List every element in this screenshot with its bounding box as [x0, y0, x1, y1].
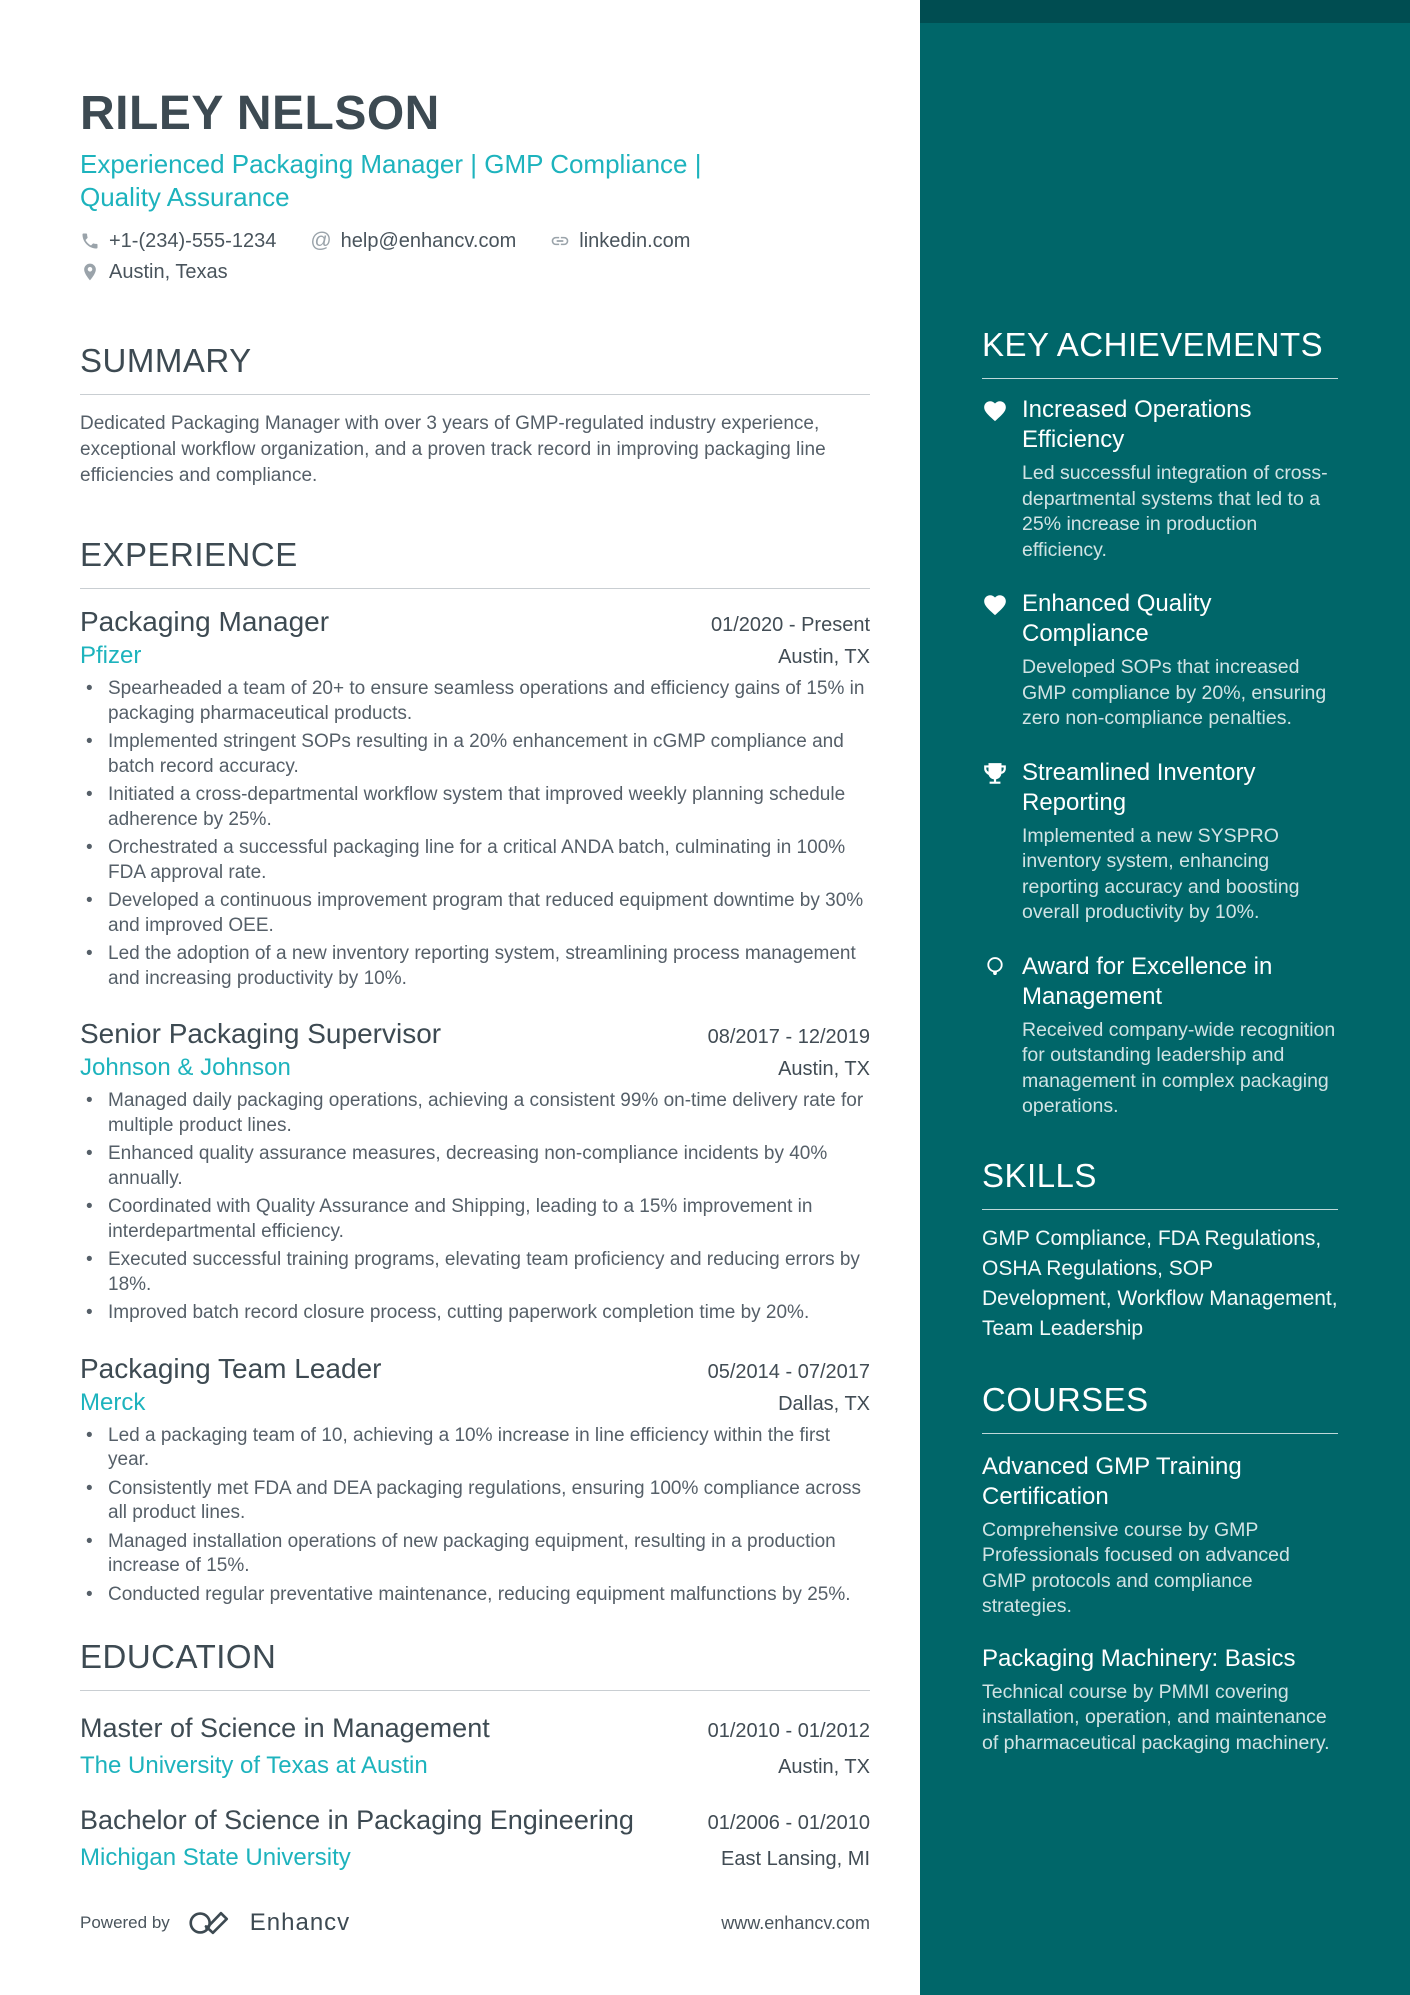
- trophy-icon: [982, 758, 1022, 926]
- education-location: Austin, TX: [778, 1756, 870, 1778]
- achievement-description: Led successful integration of cross-departmental systems that led to a 25% increase in production efficiency.: [1022, 462, 1328, 561]
- school-row: [80, 1751, 870, 1781]
- experience-entry: [80, 1352, 870, 1608]
- achievement-title: Increased Operations Efficiency: [1022, 396, 1252, 453]
- job-bullet: • Developed a continuous improvement program that reduced equipment downtime by 30% and improved OEE.: [80, 889, 870, 938]
- identity-header: [80, 88, 870, 285]
- skills-list-text: GMP Compliance, FDA Regulations, OSHA Regulations, SOP Development, Workflow Management, Team Leadership: [982, 1226, 1338, 1340]
- candidate-headline: Experienced Packaging Manager | GMP Compliance | Quality Assurance: [80, 149, 702, 212]
- job-title: Packaging Manager: [80, 606, 330, 637]
- job-bullets: [80, 677, 870, 991]
- summary-text: Dedicated Packaging Manager with over 3 years of GMP-regulated industry experience, exceptional workflow organization, and a proven track record in improving packaging line efficiencies and compliance.: [80, 413, 826, 486]
- contact-text: +1-(234)-555-1234: [109, 230, 277, 252]
- powered-by-label: Powered by: [80, 1913, 170, 1932]
- education-list: [80, 1711, 870, 1873]
- courses-heading: COURSES: [982, 1380, 1338, 1434]
- link-icon: [550, 231, 570, 251]
- course-title: Packaging Machinery: Basics: [982, 1644, 1296, 1672]
- achievement-title: Award for Excellence in Management: [1022, 952, 1273, 1010]
- job-title-row: [80, 605, 870, 639]
- experience-list: [80, 605, 870, 1607]
- job-company-row: [80, 1388, 870, 1418]
- job-company-row: [80, 1053, 870, 1083]
- job-bullet: • Consistently met FDA and DEA packaging regulations, ensuring 100% compliance across all product lines.: [80, 1477, 870, 1526]
- course-entry: [982, 1644, 1338, 1757]
- degree-row: [80, 1803, 870, 1837]
- job-bullet: • Managed installation operations of new packaging equipment, resulting in a production increase of 15%.: [80, 1530, 870, 1579]
- skills-heading: SKILLS: [982, 1156, 1338, 1210]
- job-bullet: • Coordinated with Quality Assurance and Shipping, leading to a 15% improvement in interdepartmental efficiency.: [80, 1195, 870, 1244]
- achievement-body: [1022, 952, 1338, 1120]
- key-achievements-list: [982, 395, 1338, 1120]
- key-achievements-section: [982, 325, 1338, 1120]
- contact-row: [80, 259, 870, 285]
- job-bullet: • Executed successful training programs, elevating team proficiency and reducing errors by 18%.: [80, 1248, 870, 1297]
- candidate-name: RILEY NELSON: [80, 87, 440, 140]
- location-icon: [80, 262, 100, 282]
- job-bullet: • Enhanced quality assurance measures, decreasing non-compliance incidents by 40% annually.: [80, 1142, 870, 1191]
- job-dates: 05/2014 - 07/2017: [707, 1360, 870, 1383]
- job-bullet: • Orchestrated a successful packaging line for a critical ANDA batch, culminating in 100% FDA approval rate.: [80, 836, 870, 885]
- heart-icon: [982, 395, 1022, 563]
- degree-name: Bachelor of Science in Packaging Engineering: [80, 1805, 634, 1835]
- achievement-body: [1022, 758, 1338, 926]
- course-entry: [982, 1452, 1338, 1620]
- education-section: [80, 1637, 870, 1873]
- contact-item[interactable]: [310, 228, 516, 254]
- footer-branding: [80, 1908, 350, 1938]
- contact-text: Austin, Texas: [109, 261, 228, 283]
- page-footer: [80, 1908, 870, 1938]
- experience-entry: [80, 605, 870, 991]
- course-title: Advanced GMP Training Certification: [982, 1452, 1242, 1510]
- job-title: Packaging Team Leader: [80, 1352, 382, 1384]
- contact-text: linkedin.com: [579, 230, 691, 252]
- contact-item[interactable]: [80, 259, 228, 285]
- job-bullet: • Managed daily packaging operations, achieving a consistent 99% on-time delivery rate for multiple product lines.: [80, 1089, 870, 1138]
- achievement-description: Implemented a new SYSPRO inventory system, enhancing reporting accuracy and boosting overall productivity by 10%.: [1022, 824, 1300, 923]
- contact-item[interactable]: [80, 228, 276, 254]
- sidebar: [920, 0, 1410, 1995]
- experience-entry: [80, 1017, 870, 1326]
- achievement-title: Streamlined Inventory Reporting: [1022, 758, 1256, 816]
- job-bullet: • Initiated a cross-departmental workflow system that improved weekly planning schedule adherence by 25%.: [80, 783, 870, 832]
- job-location: Dallas, TX: [778, 1392, 870, 1415]
- job-location: Austin, TX: [778, 1058, 870, 1080]
- skills-section: [982, 1156, 1338, 1344]
- job-bullet: • Improved batch record closure process, cutting paperwork completion time by 20%.: [80, 1301, 870, 1326]
- summary-section: [80, 341, 870, 489]
- job-bullet: • Implemented stringent SOPs resulting in a 20% enhancement in cGMP compliance and batch record accuracy.: [80, 730, 870, 779]
- job-location: Austin, TX: [778, 646, 870, 668]
- education-location: East Lansing, MI: [721, 1848, 870, 1870]
- courses-list: [982, 1452, 1338, 1757]
- achievement-description: Received company-wide recognition for outstanding leadership and management in complex packaging operations.: [1022, 1018, 1336, 1117]
- experience-heading: EXPERIENCE: [80, 535, 870, 589]
- courses-section: [982, 1380, 1338, 1757]
- achievement-title: Enhanced Quality Compliance: [1022, 590, 1212, 647]
- achievement-item: [982, 952, 1338, 1120]
- contact-item[interactable]: [550, 228, 690, 254]
- contact-row: [80, 228, 870, 254]
- job-bullets: [80, 1424, 870, 1608]
- education-heading: EDUCATION: [80, 1637, 870, 1691]
- achievement-item: [982, 589, 1338, 732]
- key-achievements-heading: KEY ACHIEVEMENTS: [982, 325, 1338, 379]
- sidebar-content: [920, 325, 1410, 1796]
- sidebar-top-strip: [920, 0, 1410, 23]
- achievement-body: [1022, 395, 1338, 563]
- education-entry: [80, 1711, 870, 1781]
- job-bullet: • Conducted regular preventative maintenance, reducing equipment malfunctions by 25%.: [80, 1583, 870, 1608]
- company-name: Johnson & Johnson: [80, 1054, 291, 1081]
- school-row: [80, 1843, 870, 1873]
- experience-section: [80, 535, 870, 1607]
- course-description: Technical course by PMMI covering installation, operation, and maintenance of pharmaceutical packaging machinery.: [982, 1680, 1330, 1754]
- brand-name: Enhancv: [249, 1909, 351, 1936]
- website-link[interactable]: www.enhancv.com: [721, 1912, 870, 1933]
- at-icon: @: [310, 229, 332, 252]
- job-title-row: [80, 1017, 870, 1051]
- achievement-description: Developed SOPs that increased GMP compliance by 20%, ensuring zero non-compliance penalties.: [1022, 656, 1327, 729]
- lightbulb-icon: [982, 952, 1022, 1120]
- company-name: Pfizer: [80, 642, 142, 669]
- education-entry: [80, 1803, 870, 1873]
- education-dates: 01/2006 - 01/2010: [707, 1812, 870, 1834]
- education-dates: 01/2010 - 01/2012: [707, 1720, 870, 1742]
- school-name: The University of Texas at Austin: [80, 1752, 428, 1779]
- job-company-row: [80, 641, 870, 671]
- achievement-item: [982, 395, 1338, 563]
- achievement-item: [982, 758, 1338, 926]
- achievement-body: [1022, 589, 1338, 732]
- course-description: Comprehensive course by GMP Professionals focused on advanced GMP protocols and compliance strategies.: [982, 1518, 1290, 1617]
- job-title-row: [80, 1352, 870, 1386]
- job-bullet: • Led a packaging team of 10, achieving a 10% increase in line efficiency within the first year.: [80, 1424, 870, 1473]
- phone-icon: [80, 231, 100, 251]
- job-title: Senior Packaging Supervisor: [80, 1018, 442, 1049]
- heart-icon: [982, 589, 1022, 732]
- company-name: Merck: [80, 1388, 146, 1416]
- job-dates: 08/2017 - 12/2019: [707, 1026, 870, 1048]
- job-bullet: • Spearheaded a team of 20+ to ensure seamless operations and efficiency gains of 15% in packaging pharmaceutical products.: [80, 677, 870, 726]
- summary-heading: SUMMARY: [80, 341, 870, 395]
- job-bullet: • Led the adoption of a new inventory reporting system, streamlining process management and increasing productivity by 10%.: [80, 942, 870, 991]
- contact-text: help@enhancv.com: [340, 230, 517, 252]
- enhancv-logo-icon: [188, 1908, 232, 1938]
- degree-row: [80, 1711, 870, 1745]
- contact-info: [80, 228, 870, 285]
- job-bullets: [80, 1089, 870, 1326]
- main-column: [80, 0, 870, 1873]
- degree-name: Master of Science in Management: [80, 1713, 490, 1743]
- school-name: Michigan State University: [80, 1844, 351, 1871]
- job-dates: 01/2020 - Present: [711, 614, 870, 636]
